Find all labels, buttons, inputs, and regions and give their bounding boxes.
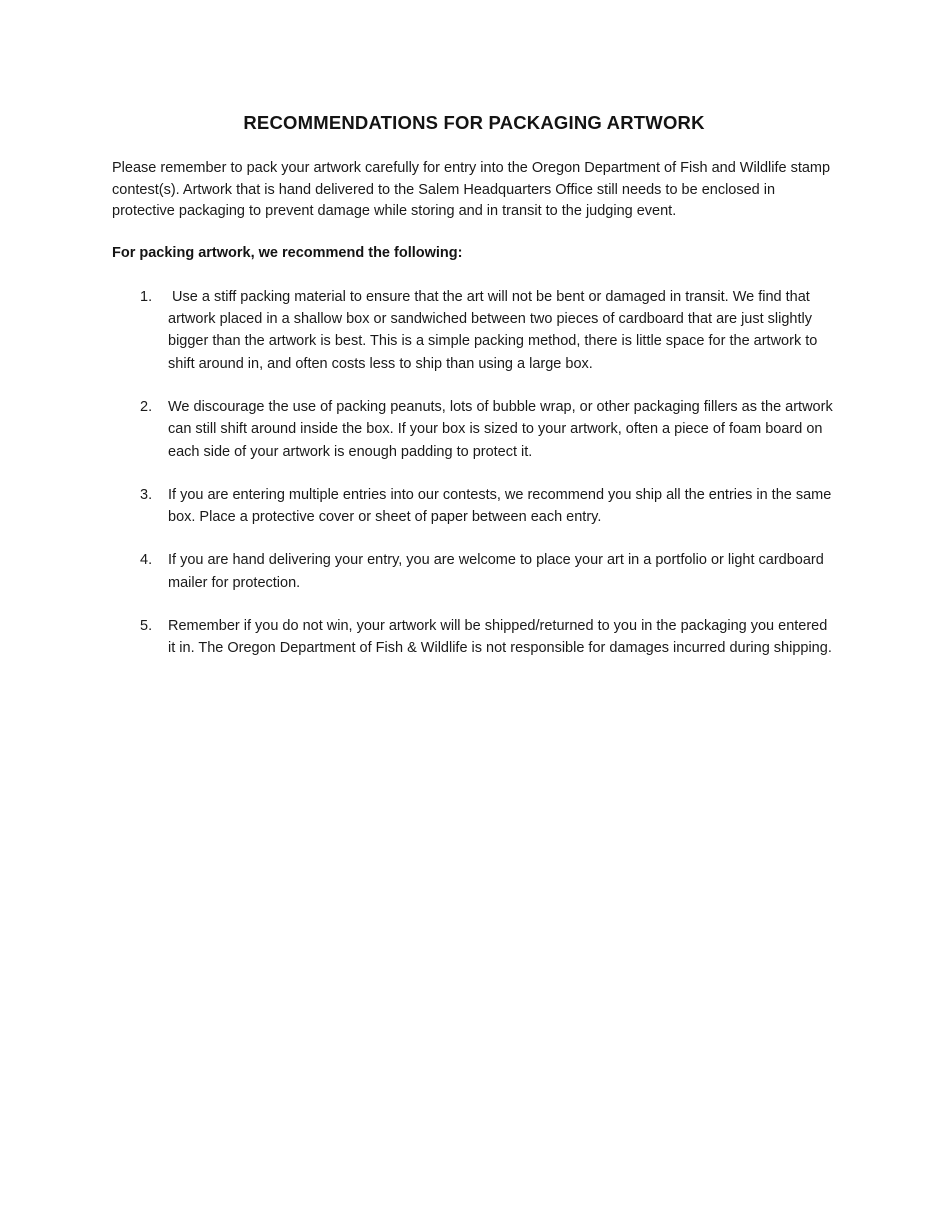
list-item-number: 5. — [140, 618, 153, 635]
list-item — [112, 396, 836, 463]
list-item — [112, 484, 836, 529]
list-item — [112, 549, 836, 594]
list-item-text: If you are hand delivering your entry, you are welcome to place your art in a portfolio or light cardboard mailer for protection. — [168, 552, 828, 591]
list-item-number: 4. — [140, 552, 153, 569]
list-item-number: 2. — [140, 399, 153, 415]
list-item-text: If you are entering multiple entries into our contests, we recommend you ship all the entries in the same box. Place a protective cover or sheet of paper between each entry. — [168, 486, 836, 526]
list-item — [112, 615, 836, 660]
intro-paragraph: Please remember to pack your artwork carefully for entry into the Oregon Department of Fish and Wildlife stamp contest(s). Artwork that is hand delivered to the Salem Headquarters Office still needs to be enclosed in protective packaging to prevent damage while storing and in transit to the judging event. — [112, 160, 831, 220]
list-item — [112, 286, 836, 375]
list-item-number: 3. — [140, 486, 153, 503]
document-title: RECOMMENDATIONS FOR PACKAGING ARTWORK — [243, 112, 705, 133]
recommendations-list — [112, 286, 836, 660]
list-item-text: We discourage the use of packing peanuts, lots of bubble wrap, or other packaging fillers as the artwork can still shift around inside the box. If your box is sized to your artwork, often a piece of foam board on each side of your artwork is enough padding to protect it. — [168, 399, 837, 460]
list-item-number: 1. — [140, 288, 153, 305]
list-item-text: Remember if you do not win, your artwork will be shipped/returned to you in the packaging you entered it in. The Oregon Department of Fish & Wildlife is not responsible for damages incurred during shipping. — [168, 618, 832, 657]
list-item-text: Use a stiff packing material to ensure that the art will not be bent or damaged in transit. We find that artwork placed in a shallow box or sandwiched between two pieces of cardboard that are just slightly bigger than the artwork is best. This is a simple packing method, there is little space for the artwork to shift around in, and often costs less to ship than using a large box. — [168, 288, 822, 372]
recommendations-subheading: For packing artwork, we recommend the following: — [112, 245, 463, 262]
